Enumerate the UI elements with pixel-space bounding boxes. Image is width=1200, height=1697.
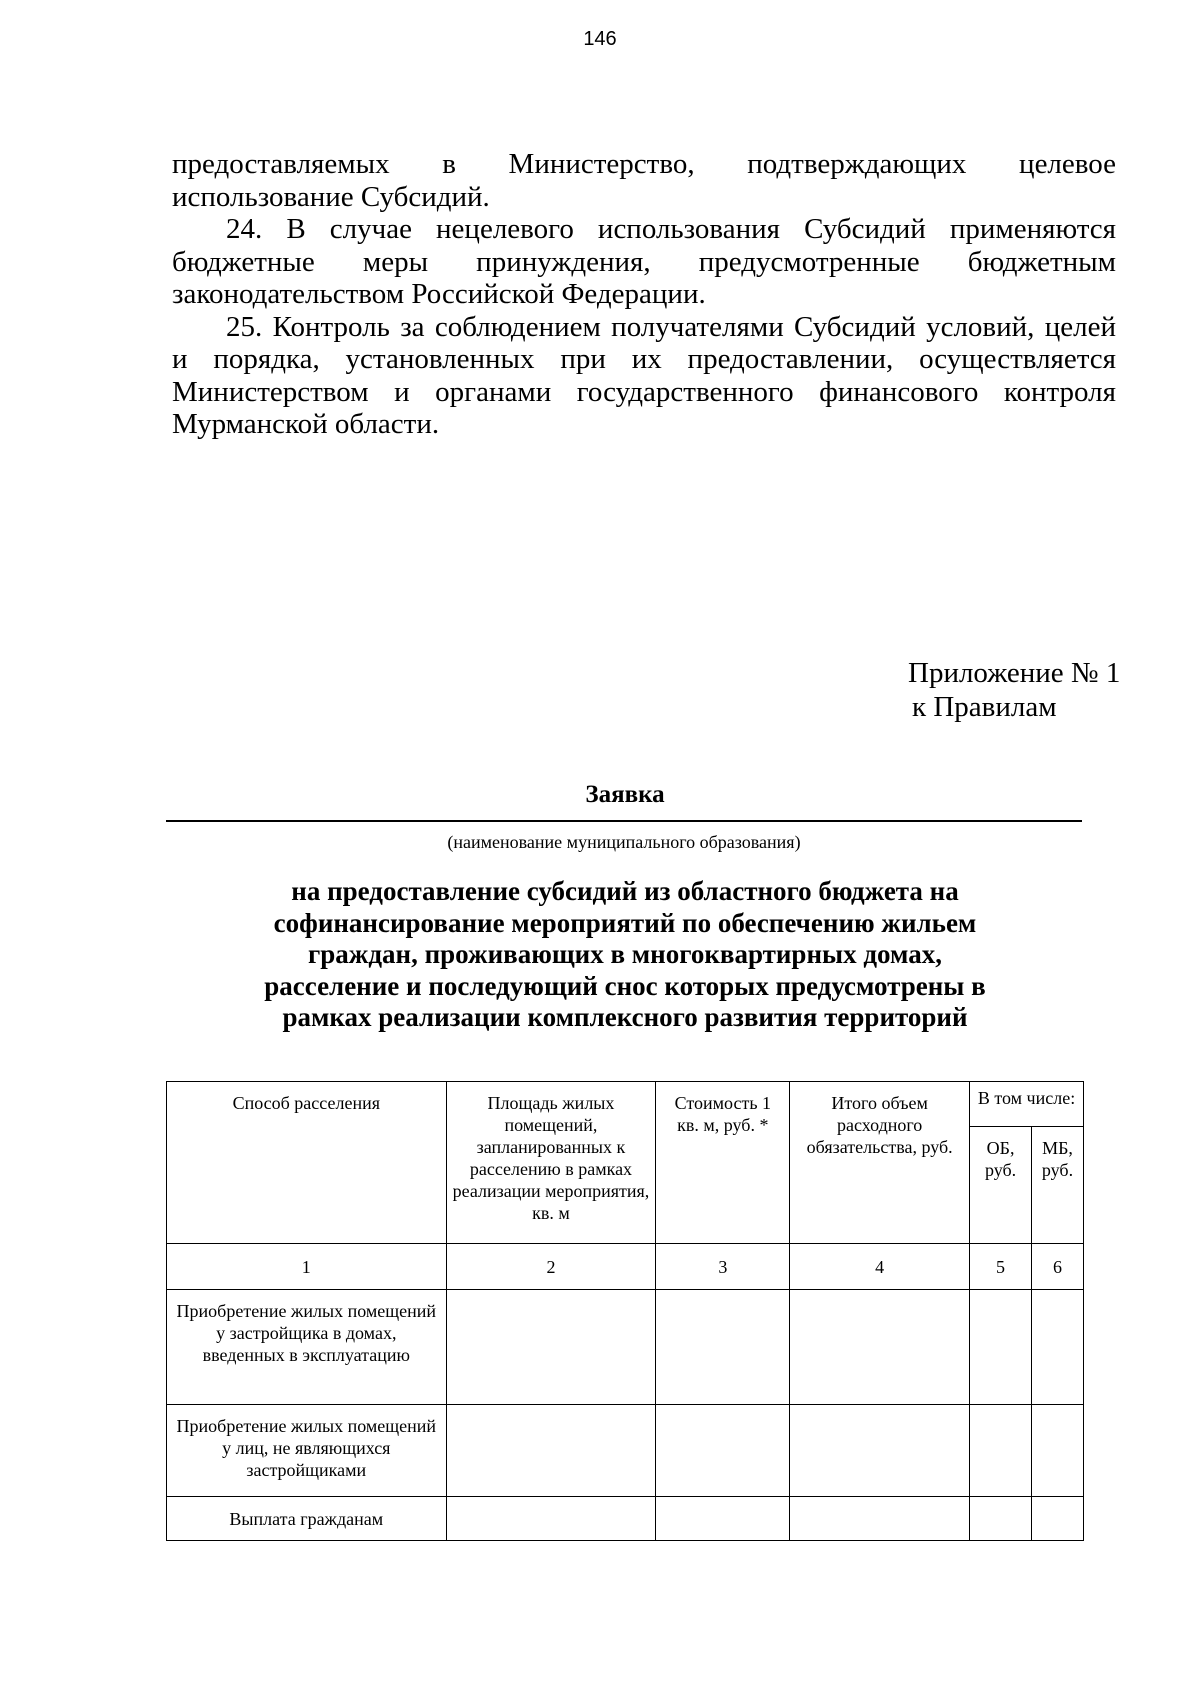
empty-cell xyxy=(1032,1290,1084,1405)
empty-cell xyxy=(656,1405,790,1497)
empty-cell xyxy=(790,1405,970,1497)
paragraph: 24. В случае нецелевого использования Субсидий применяются бюджетные меры принуждения, предусмотренные бюджетным законодательством Российской Федерации. xyxy=(172,213,1116,310)
paragraph: предоставляемых в Министерство, подтверждающих целевое использование Субсидий. xyxy=(172,148,1116,213)
empty-cell xyxy=(790,1497,970,1541)
table-header-row xyxy=(167,1082,1084,1127)
table-row xyxy=(167,1497,1084,1541)
application-title: Заявка xyxy=(585,781,665,808)
row-method-label: Приобретение жилых помещений у лиц, не являющихся застройщиками xyxy=(167,1405,447,1497)
empty-cell xyxy=(970,1290,1032,1405)
table-row xyxy=(167,1290,1084,1405)
empty-cell xyxy=(446,1290,656,1405)
empty-cell xyxy=(1032,1497,1084,1541)
header-ob: ОБ, руб. xyxy=(970,1127,1032,1244)
empty-cell xyxy=(656,1497,790,1541)
subsidy-request-table xyxy=(166,1081,1084,1541)
table-row xyxy=(167,1405,1084,1497)
application-heading: на предоставление субсидий из областного бюджета на софинансирование мероприятий по обеспечению жильем граждан, проживающих в многоквартирных домах, расселение и последующий снос которых предусмотрены в рамках реализации комплексного развития территорий xyxy=(264,876,986,1032)
header-including: В том числе: xyxy=(970,1082,1084,1127)
column-number: 6 xyxy=(1032,1244,1084,1290)
row-method-label: Выплата гражданам xyxy=(167,1497,447,1541)
column-number: 4 xyxy=(790,1244,970,1290)
empty-cell xyxy=(446,1405,656,1497)
column-number: 5 xyxy=(970,1244,1032,1290)
empty-cell xyxy=(970,1405,1032,1497)
header-area: Площадь жилых помещений, запланированных к расселению в рамках реализации мероприятия, кв. м xyxy=(446,1082,656,1244)
empty-cell xyxy=(446,1497,656,1541)
empty-cell xyxy=(656,1290,790,1405)
municipality-caption: (наименование муниципального образования) xyxy=(447,832,801,852)
header-total: Итого объем расходного обязательства, руб. xyxy=(790,1082,970,1244)
appendix-line: к Правилам xyxy=(912,691,1057,723)
body-text xyxy=(172,148,1116,441)
header-cost: Стоимость 1 кв. м, руб. * xyxy=(656,1082,790,1244)
column-number-row xyxy=(167,1244,1084,1290)
paragraph: 25. Контроль за соблюдением получателями Субсидий условий, целей и порядка, установленных при их предоставлении, осуществляется Министерством и органами государственного финансового контроля Мурманской области. xyxy=(172,310,1116,440)
column-number: 3 xyxy=(656,1244,790,1290)
appendix-label xyxy=(908,656,1120,724)
appendix-line: Приложение № 1 xyxy=(908,657,1121,689)
column-number: 2 xyxy=(446,1244,656,1290)
row-method-label: Приобретение жилых помещений у застройщика в домах, введенных в эксплуатацию xyxy=(167,1290,447,1405)
empty-cell xyxy=(790,1290,970,1405)
header-method: Способ расселения xyxy=(167,1082,447,1244)
page-number: 146 xyxy=(583,28,617,50)
municipality-fill-line xyxy=(166,820,1082,822)
empty-cell xyxy=(1032,1405,1084,1497)
empty-cell xyxy=(970,1497,1032,1541)
header-mb: МБ, руб. xyxy=(1032,1127,1084,1244)
column-number: 1 xyxy=(167,1244,447,1290)
